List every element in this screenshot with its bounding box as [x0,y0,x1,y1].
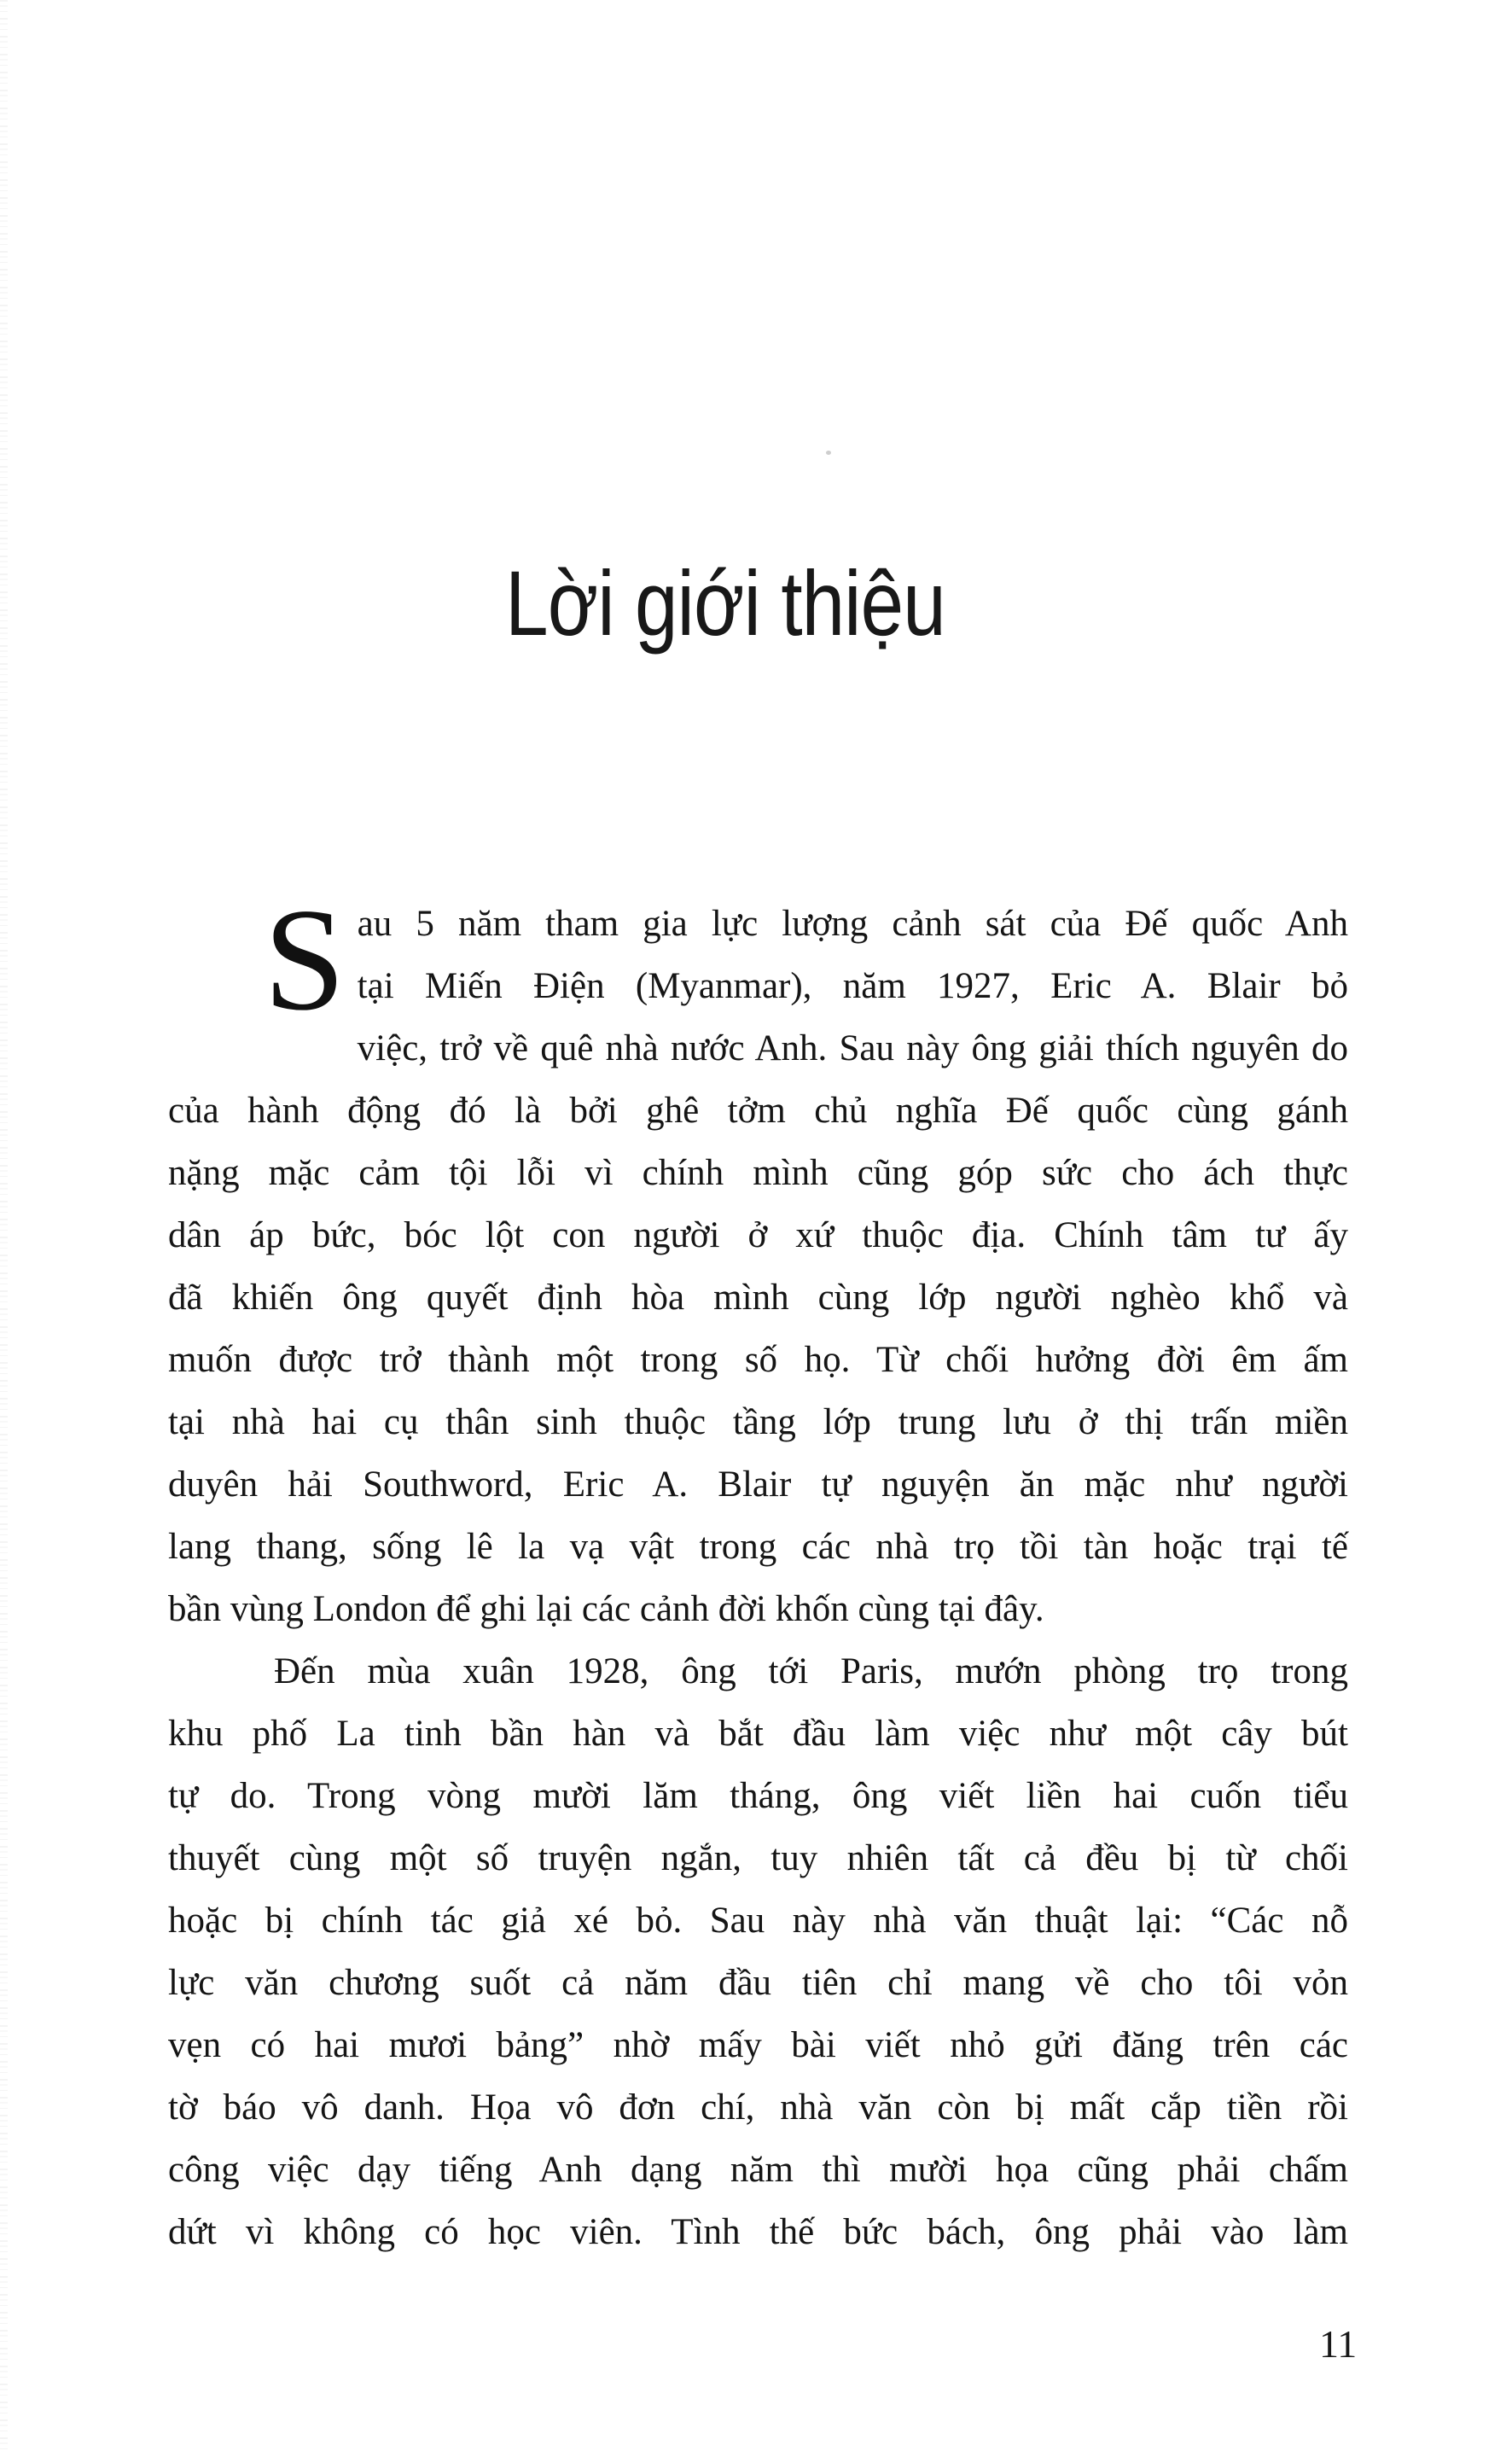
body-text [168,879,1348,2263]
text-line: nặng mặc cảm tội lỗi vì chính mình cũng góp sức cho ách thực [168,1153,1348,1193]
paragraph [168,879,1348,1640]
scan-speck [826,451,831,455]
text-line: thuyết cùng một số truyện ngắn, tuy nhiên tất cả đều bị từ chối [168,1838,1348,1878]
text-line: lang thang, sống lê la vạ vật trong các nhà trọ tồi tàn hoặc trại tế [168,1527,1348,1567]
text-line: lực văn chương suốt cả năm đầu tiên chỉ mang về cho tôi vỏn [168,1963,1348,2003]
paragraph [168,1640,1348,2263]
page-number: 11 [1319,2322,1358,2366]
text-line: au 5 năm tham gia lực lượng cảnh sát của Đế quốc Anh [357,904,1348,944]
text-line: tự do. Trong vòng mười lăm tháng, ông viết liền hai cuốn tiểu [168,1776,1348,1816]
text-line: tại Miến Điện (Myanmar), năm 1927, Eric A. Blair bỏ [357,966,1348,1006]
text-line: duyên hải Southword, Eric A. Blair tự nguyện ăn mặc như người [168,1464,1348,1505]
drop-cap: S [264,879,346,1041]
chapter-title-text: Lời giới thiệu [505,551,945,655]
text-line: tại nhà hai cụ thân sinh thuộc tầng lớp trung lưu ở thị trấn miền [168,1402,1348,1442]
text-line: hoặc bị chính tác giả xé bỏ. Sau này nhà văn thuật lại: “Các nỗ [168,1901,1348,1941]
text-line: vẹn có hai mươi bảng” nhờ mấy bài viết nhỏ gửi đăng trên các [168,2025,1348,2065]
text-line: công việc dạy tiếng Anh dạng năm thì mười họa cũng phải chấm [168,2150,1348,2190]
text-line: việc, trở về quê nhà nước Anh. Sau này ông giải thích nguyên do [357,1028,1348,1068]
scan-edge-artifact [0,0,8,2451]
text-line: dứt vì không có học viên. Tình thế bức bách, ông phải vào làm [168,2212,1348,2252]
text-line: bần vùng London để ghi lại các cảnh đời khốn cùng tại đây. [168,1589,1044,1629]
chapter-title [0,553,1512,655]
text-line: đã khiến ông quyết định hòa mình cùng lớp người nghèo khổ và [168,1278,1348,1318]
text-line: dân áp bức, bóc lột con người ở xứ thuộc địa. Chính tâm tư ấy [168,1215,1348,1255]
text-line: của hành động đó là bởi ghê tởm chủ nghĩa Đế quốc cùng gánh [168,1091,1348,1131]
text-line: tờ báo vô danh. Họa vô đơn chí, nhà văn còn bị mất cắp tiền rồi [168,2087,1348,2128]
text-line: Đến mùa xuân 1928, ông tới Paris, mướn phòng trọ trong [274,1651,1348,1691]
text-line: muốn được trở thành một trong số họ. Từ chối hưởng đời êm ấm [168,1340,1348,1380]
text-line: khu phố La tinh bần hàn và bắt đầu làm việc như một cây bút [168,1714,1348,1754]
